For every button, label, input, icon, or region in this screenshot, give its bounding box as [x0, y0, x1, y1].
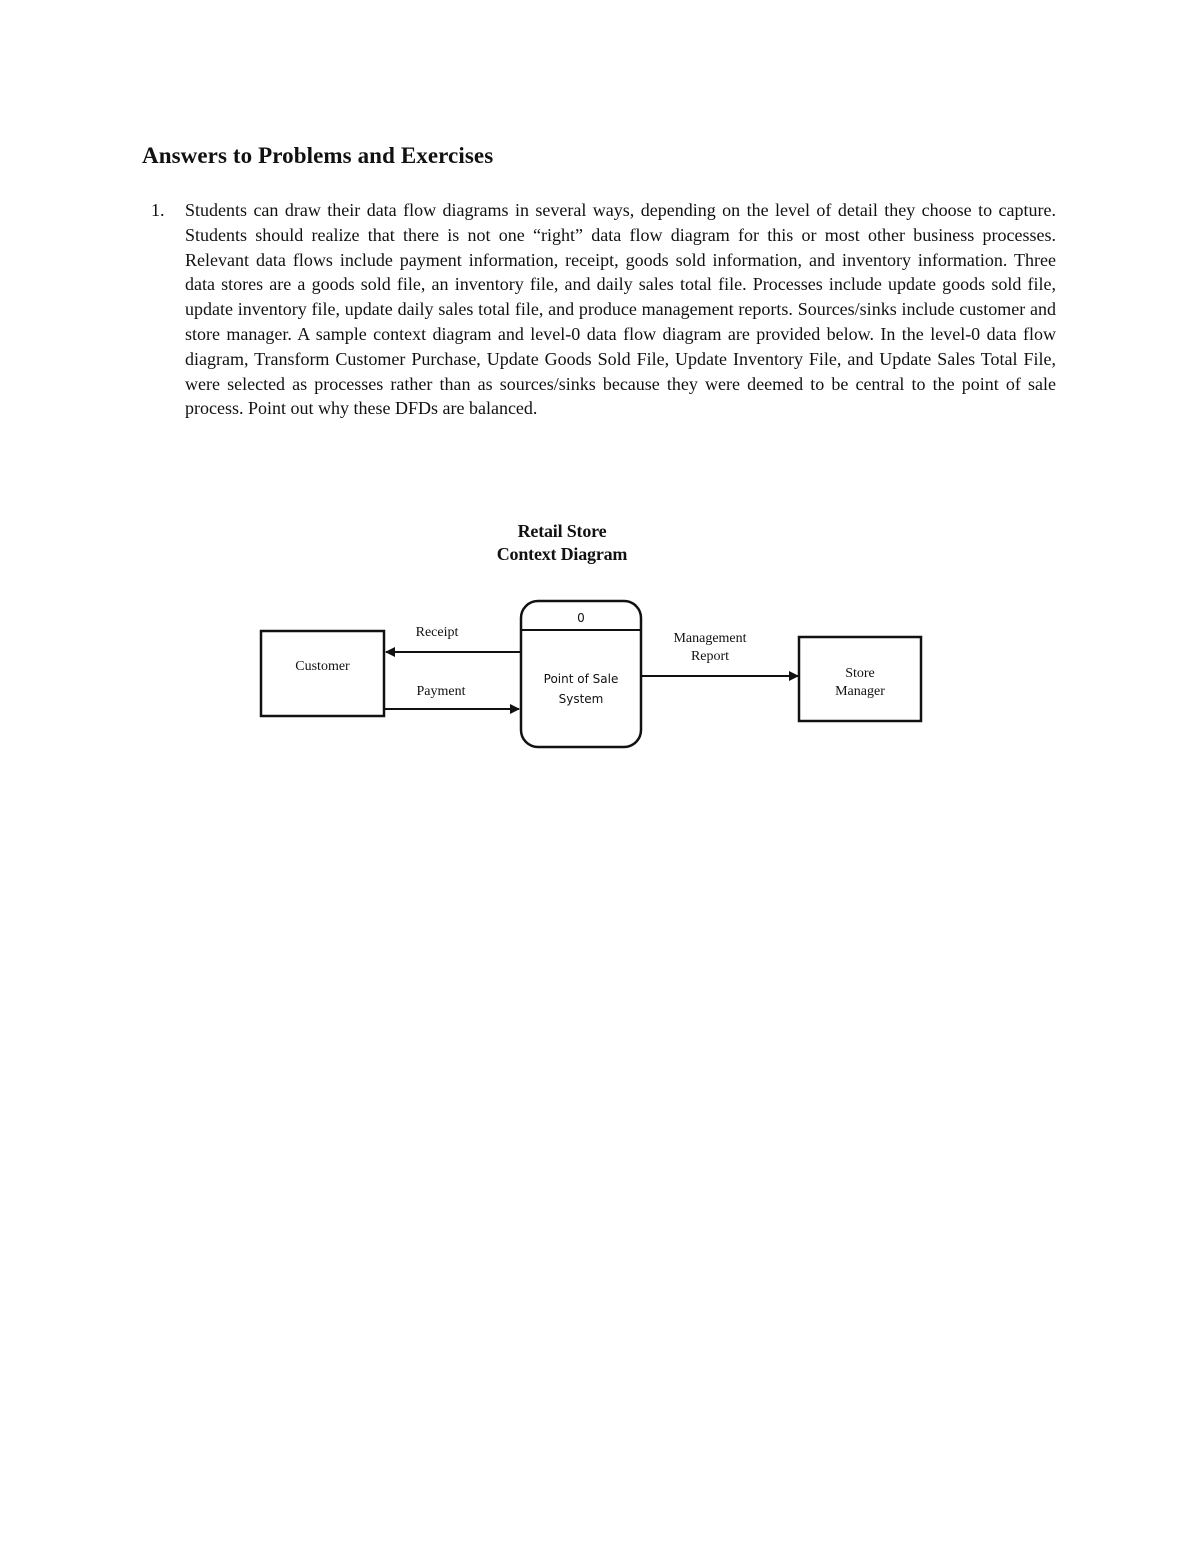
diagram-title-line2: Context Diagram: [496, 544, 628, 564]
process-number: 0: [577, 611, 585, 625]
point-of-sale-process: [521, 601, 641, 747]
customer-label: Customer: [295, 659, 350, 674]
diagram-title-line1: Retail Store: [517, 521, 607, 541]
store-manager-label-line1: Store: [845, 666, 875, 681]
process-label-line1: Point of Sale: [543, 672, 619, 686]
page-heading: Answers to Problems and Exercises: [142, 143, 494, 168]
answer-number: 1.: [151, 200, 165, 220]
store-manager-label-line2: Manager: [835, 684, 885, 699]
payment-label: Payment: [416, 684, 466, 699]
answer-paragraph: Students can draw their data flow diagrams in several ways, depending on the level of detail they choose to capture. Students should realize that there is not one “right” data flow diagram for this or most other business processes. Relevant data flows include payment information, receipt, goods sold information, and inventory information. Three data stores are a goods sold file, an inventory file, and daily sales total file. Processes include update goods sold file, update inventory file, update daily sales total file, and produce management reports. Sources/sinks include customer and store manager. A sample context diagram and level-0 data flow diagram are provided below. In the level-0 data flow diagram, Transform Customer Purchase, Update Goods Sold File, Update Inventory File, and Update Sales Total File, were selected as processes rather than as sources/sinks because they were deemed to be central to the point of sale process. Point out why these DFDs are balanced.: [185, 200, 1056, 419]
receipt-label: Receipt: [415, 625, 459, 640]
management-report-label-line2: Report: [690, 649, 730, 664]
process-label-line2: System: [558, 692, 604, 706]
customer-entity: [261, 631, 384, 716]
receipt-flow: [386, 625, 521, 652]
store-manager-entity: [799, 637, 921, 721]
management-report-flow: [641, 631, 798, 676]
management-report-label-line1: Management: [673, 631, 747, 646]
payment-flow: [384, 684, 519, 709]
